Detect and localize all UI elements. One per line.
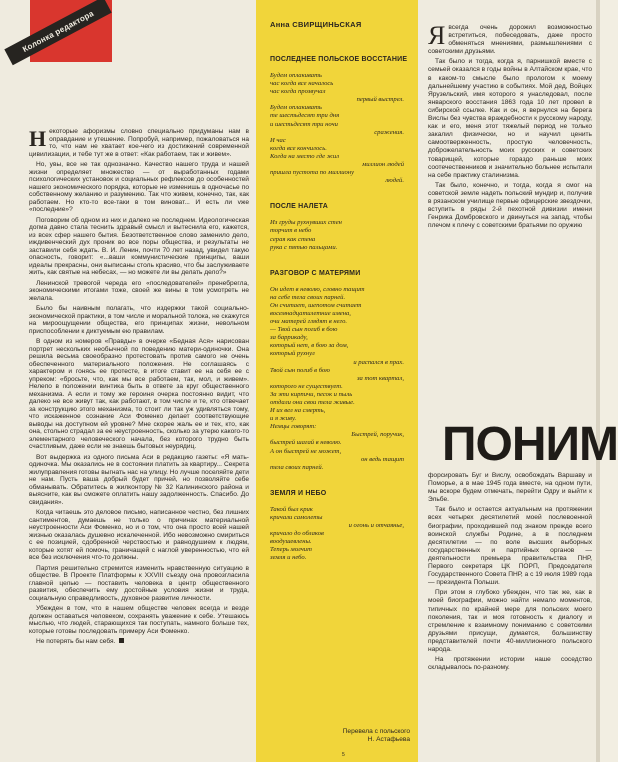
article-paragraph-last xyxy=(29,638,249,646)
poem-body xyxy=(270,219,408,251)
article-paragraph: Так было и остается актуальным на протяжении всех четырех десятилетий моей послевоенной биографии, проходившей под знаком прежде всего воинской службы Родине, а в последнем десятилетии — по воле высших выборных государственных и партийных органов — деятельности премьера правительства ПНР, Первого секретаря ЦК ПОРП, Председателя Государственного Совета ПНР, а с 19 июля 1989 года — президента Польши. xyxy=(428,506,592,587)
poem-separator xyxy=(270,190,408,202)
poem-line: тела своих парней. xyxy=(270,463,324,471)
poet-name: Анна СВИРЩИНЬСКАЯ xyxy=(270,20,362,29)
article-paragraph: В одном из номеров «Правды» в очерке «Бедная Ася» нарисован портрет нескольких необычной по поведению матери-одиночки. Она решила весьма своеобразно протестовать против самого не очень обеспеченного материального положения. Не соглашаясь с характером и гонясь ее протесте, в итоге ставит ее на себя ее с упреком: «бросьте, что, как мы все работаем, так, мол, и живем». Нелепо в положении винтика быть в ответе за круг общественного механизма. А если и тому же героиня очерка постоянно видит, что далеко не все живут так, как работают, в том числе и те, кто отвечает за конструкцию этого механизма, то стоит ли так уж удивляться тому, что искаженное сознание Аси Фоменко делает соответствующие выводы на доступном ей уровне? Мне скорее жаль ее и тех, кто, как она, стольно страдал за ее неустроенность, сколько за утерю какого-то элементарного человеческого начала, без которого трудно быть счастливым, даже если не знаешь бытовых неурядиц. xyxy=(29,338,249,450)
poem-line: кричало до облаков xyxy=(270,530,324,538)
article-closing-line: Не потерять бы нам себя. xyxy=(36,638,116,645)
poem-line: Он считает, шепотом считает xyxy=(270,301,362,309)
poem-body xyxy=(270,286,408,472)
poem-line: За эти кирпичи, песок и пыль xyxy=(270,390,353,398)
article-paragraph-text: всегда очень дорожил возможностью встретиться, побеседовать, даже просто обменяться мнениями, размышлениями с советскими друзьями. xyxy=(428,24,592,56)
article-top-text xyxy=(428,21,592,232)
poem-line: Будем оплакивать xyxy=(270,104,322,112)
poem-line: И час xyxy=(270,136,286,144)
poem-line: очи матерей глядят в него. xyxy=(270,318,348,326)
poem-line: Такой был крик xyxy=(270,505,313,513)
poem-line: серая как стена xyxy=(270,235,316,243)
poem-line: Из груды рухнувших стен xyxy=(270,219,342,227)
article-paragraph: Ленинской тревогой череда его «последователей» пренебрегла, экономическими итогами тоже, своей же вины в том усмотреть не желала. xyxy=(29,279,249,302)
poem-line: Он идет в неволю, словно тащит xyxy=(270,285,365,293)
poem-line: на себе тела своих парней. xyxy=(270,293,346,301)
poem-line: час когда прозвучал xyxy=(270,88,326,96)
article-paragraph: На протяжении истории наше соседство складывалось по-разному. xyxy=(428,656,592,672)
poem-separator xyxy=(270,568,408,580)
poems-list xyxy=(270,55,408,580)
poem-line: он ведь тащит xyxy=(360,455,404,463)
article-paragraph: Поговорим об одном из них и далеко не последнем. Идеологическая догма давно стала теснить здравый смысл и вытеснила его, кажется, из всех сфер нашего бытия. Безответственное слово заменило дело, иждивенческий дух проник во все поры общества, и результаты не заставили себя ждать. В. И. Ленин, почти 70 лет назад, увидел такую опасность, говорит: «...ваши коммунистические принципы, ваши идеалы прекрасны, они выписаны столь красиво, что бы заслуживаете жить, как святые на небесах, — но можете ли вы делать дело?» xyxy=(29,216,249,276)
translator-name: Н. Астафьева xyxy=(367,736,410,743)
article-column xyxy=(418,0,600,762)
poem-line: Быстрей, поручик, xyxy=(351,431,404,439)
poem-line: Немцы говорят: xyxy=(270,423,317,431)
poem-line: Твой сын погиб в бою xyxy=(270,366,330,374)
page-number: 5 xyxy=(342,752,345,758)
editor-column xyxy=(0,0,256,762)
poem-line: И их вел на смерть, xyxy=(270,407,326,415)
article-paragraph: Когда читаешь это деловое письмо, написанное честно, без лишних сантиментов, думаешь не только о причинах материальной неустроенности Аси Фоменко, но и о том, что она просто всей нашей жизнью оказалась душевно искалеченной. Ибо невозможно смириться с ее позицией, сдобренной черствостью и равнодушием к людям, которые хотят ей помочь, граничащей с наглой уверенностью, что ей все без исключения что-то должны. xyxy=(29,509,249,561)
poem-line: за тот квартал, xyxy=(356,374,404,382)
poem-line: за баррикаду, xyxy=(270,334,308,342)
poem-line: воодушевлены. xyxy=(270,538,312,546)
poem-line: отдали они свои тела живые. xyxy=(270,399,355,406)
poem-line: — Твой сын погиб в бою xyxy=(270,326,338,334)
poem-line: восемнадцатилетние имена, xyxy=(270,309,351,317)
translator-credit xyxy=(343,728,410,744)
poem-line: А он быстрей не может, xyxy=(270,447,342,455)
poem-line: кричали самолеты xyxy=(270,513,323,521)
poem-body xyxy=(270,72,408,185)
article-paragraph: Партия решительно стремится изменить нравственную ситуацию в обществе. В Проекте Платформы к XXVIII съезду она провозгласила главной целью — поставить человека в центр общественного развития, обеспечить ему достойные условия жизни и труда, социальную справедливость, духовное развитие личности. xyxy=(29,564,249,602)
poem-line: земля и небо. xyxy=(270,554,307,562)
poems-column xyxy=(256,0,418,762)
poem-title: ЗЕМЛЯ И НЕБО xyxy=(270,489,327,497)
poem-line: быстрей шагай в неволю. xyxy=(270,439,342,447)
article-paragraph: Так было, конечно, и тогда, когда я смог на советской земле надеть польский мундир и, получив в рязанском училище первые офицерские звездочки, вступить в ряды 2-й пехотной дивизии имени Генрика Домбровского и двинуться на запад, чтобы плечом к плечу с советскими братьями по оружию xyxy=(428,181,592,230)
article-paragraph-text: екоторые афоризмы словно специально придуманы нам в оправдание и утешение. Попробуй, например, пожаловаться на то, что нам не хватает кое-чего из достижений современной цивилизации, и тебе тут же в ответ: «Как работаем, так и живем». xyxy=(29,128,249,158)
poem-line: который рухнул xyxy=(270,350,315,358)
article-paragraph: Вот выдержка из одного письма Аси в редакцию газеты: «Я мать-одиночка. Мы оказались не в состоянии платить за квартиру... Секрета жилуправления готовы выгнать нас на улицу. Но лучше поселяйте дети не нам. Пусть ваша добрый будет причей, но позволяйте себе обманывать. Обратитесь в жилконтору № 32 Калининского района и выясните, как вы сможете оплатить нашу задолженность. Спасибо. До свидания». xyxy=(29,453,249,506)
poem-line: когда все кончилось. xyxy=(270,144,327,152)
poem-line: людей. xyxy=(385,177,404,185)
article-headline: ПОНИМ xyxy=(442,418,618,471)
credit-line: Перевела с польского xyxy=(342,728,410,735)
article-paragraph: Так было и тогда, когда я, парнишкой вместе с семьей оказался в годы войны в Алтайском крае, что в каком-то смысле было прологом к моему дальнейшему участию в событиях. Мой дед, Войцех Ярузельский, имя которого я унаследовал, после январского восстания 1863 года 10 лет провел в сибирской ссылке. Как и он, я вернулся на берега Вислы без чувства враждебности к русскому народу, как и его, меня этот тяжелый период не только закалил физически, но и научил ценить самоотверженность, простую человечность, доброжелательность моих русских и советских товарищей, которые гораздо раньше моих соотечественников и значительно больнее испытали на себе практику сталинизма. xyxy=(428,58,592,179)
poem-line: Когда на место где жил xyxy=(270,152,340,160)
poem-line: Теперь молчит xyxy=(270,546,312,554)
article-paragraph: Но, увы, все не так однозначно. Качество нашего труда и нашей жизни определяет множество — от выработанных годами психологических установок и социальных рефлексов до особенностей нашего экономического порядка, которые не изменишь в одночасье по собственному желанию и разумению. Так что живем, конечно, так, как работаем. Но кто-то все-таки в том виноват... И есть ли vжe «последние»? xyxy=(29,161,249,213)
page-edge xyxy=(596,0,600,762)
poem-line: те шестьдесят три дня xyxy=(270,112,340,120)
poem-line: которого не существует. xyxy=(270,382,343,390)
poem-line: и я живу. xyxy=(270,415,297,423)
poem-body xyxy=(270,506,408,563)
poem-separator xyxy=(270,477,408,489)
article-paragraph: Было бы наивным полагать, что издержки такой социально-экономической практики, в том числе и моральной толока, не скажутся на мироощущении общества, его принципах жизни, невольном приспособлении к диктуемым ею правилам. xyxy=(29,305,249,335)
editor-article xyxy=(29,128,249,649)
poem-line: миллион людей xyxy=(362,161,404,169)
rubric-label-text: Колонка редактора xyxy=(20,8,96,54)
poem-line: и шестьдесят три ночи xyxy=(270,120,338,128)
article-paragraph: При этом я глубоко убежден, что так же, как в моей биографии, можно найти немало моментов, типичных по крайней мере для польских моего поколения, так и моя готовность к диалогу и стремление к взаимному пониманию с советскими друзьями присущи, думается, большинству представителей почти 40-миллионного польского народа. xyxy=(428,589,592,653)
article-paragraph xyxy=(428,21,592,56)
poem-line: сражения. xyxy=(374,128,404,136)
article-paragraph xyxy=(29,128,249,158)
poem-separator xyxy=(270,257,408,269)
poem-title: РАЗГОВОР С МАТЕРЯМИ xyxy=(270,269,361,277)
poem-line: рука с пятью пальцами. xyxy=(270,243,338,251)
article-paragraph: Убежден в том, что в нашем обществе человек всегда и везде должен оставаться человеком, сохранять уважение к себе. Утешаюсь мыслью, что людей, старающихся так поступать, намного больше тех, которые готовы последовать примеру Аси Фоменко. xyxy=(29,605,249,635)
poem-line: торчит в небо xyxy=(270,227,312,235)
article-paragraph: форсировать Буг и Вислу, освобождать Варшаву и Поморье, а в мае 1945 года вместе, на одном пути, мы вскоре будем отмечать, перейти Одру и выйти к Эльбе. xyxy=(428,472,592,504)
drop-cap: Я xyxy=(428,21,446,50)
poem-line: и огонь и отчаянье, xyxy=(348,522,404,530)
poem-title: ПОСЛЕДНЕЕ ПОЛЬСКОЕ ВОССТАНИЕ xyxy=(270,56,408,63)
poem-line: пришла пустота по миллиону xyxy=(270,169,355,177)
poem-line: час когда все началось xyxy=(270,80,334,88)
poem-line: и распался в прах. xyxy=(353,358,404,366)
drop-cap: Н xyxy=(29,126,47,151)
poem-title: ПОСЛЕ НАЛЕТА xyxy=(270,203,328,211)
end-mark-icon xyxy=(119,638,124,643)
poem-line: который нет, в бою за дом, xyxy=(270,342,349,350)
poem-line: первый выстрел. xyxy=(356,96,404,104)
article-bottom-text xyxy=(428,472,592,674)
poem-line: Будем оплакивать xyxy=(270,72,322,79)
